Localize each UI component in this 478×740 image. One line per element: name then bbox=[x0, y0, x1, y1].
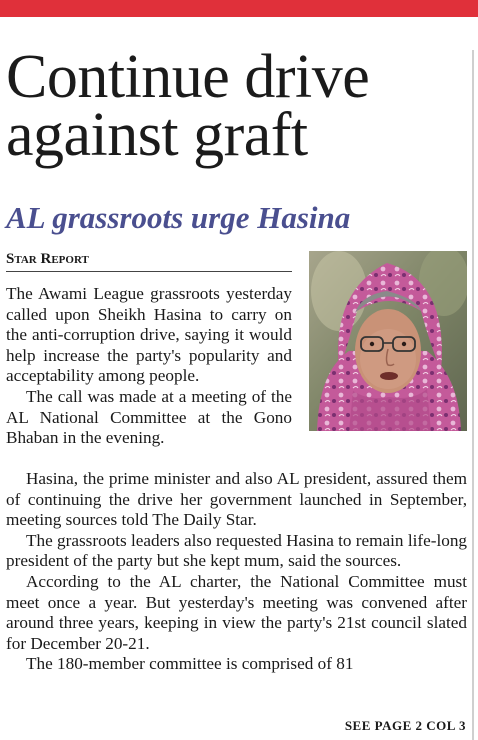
portrait-image bbox=[309, 251, 467, 431]
article-paragraph: The grassroots leaders also requested Hasina to remain life-long president of the party but she kept mum, said the sources. bbox=[6, 530, 468, 571]
article-paragraph: The Awami League grassroots yesterday called upon Sheikh Hasina to carry on the anti-corruption drive, saying it would help increase the party's popularity and acceptability among people. bbox=[6, 284, 292, 386]
headline-line: Continue drive bbox=[6, 43, 370, 111]
subheadline: AL grassroots urge Hasina bbox=[6, 200, 351, 235]
headline bbox=[6, 43, 476, 169]
portrait-photo bbox=[309, 251, 467, 431]
article-paragraph: The 180-member committee is comprised of 81 bbox=[26, 654, 354, 674]
continuation-reference: SEE PAGE 2 COL 3 bbox=[344, 718, 466, 733]
article-body-full bbox=[6, 469, 467, 675]
top-banner bbox=[0, 0, 478, 17]
article-body-narrow bbox=[6, 284, 292, 449]
byline: Star Report bbox=[6, 249, 292, 272]
article-paragraph: According to the AL charter, the National Committee must meet once a year. But yesterday's meeting was convened after around three years, keeping in view the party's 21st council slated for December 20-21. bbox=[6, 571, 467, 653]
article-paragraph: The call was made at a meeting of the AL National Committee at the Gono Bhaban in the evening. bbox=[6, 386, 292, 448]
headline-line: against graft bbox=[6, 101, 308, 169]
article-paragraph: Hasina, the prime minister and also AL president, assured them of continuing the drive her government launched in September, meeting sources told The Daily Star. bbox=[6, 469, 467, 530]
